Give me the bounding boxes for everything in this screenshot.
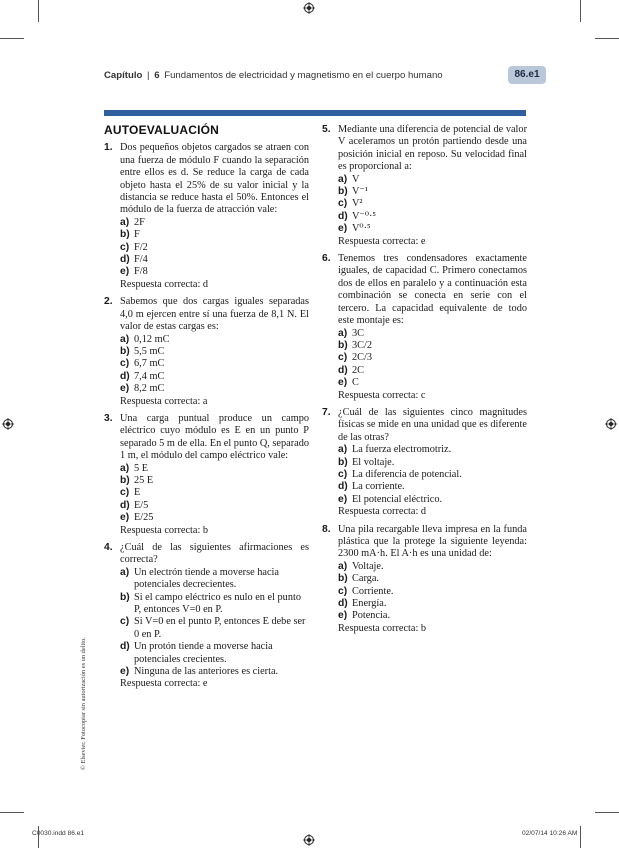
option-item <box>120 254 309 266</box>
option-item <box>338 610 527 622</box>
option-text: Corriente. <box>352 585 394 597</box>
question-line <box>322 524 527 561</box>
option-text: 25 E <box>134 474 154 486</box>
option-item <box>120 383 309 395</box>
print-timestamp: 02/07/14 10:26 AM <box>522 830 578 837</box>
option-text: 3C <box>352 327 365 339</box>
option-item <box>338 340 527 352</box>
option-text: 2C/3 <box>352 352 373 364</box>
option-item <box>338 586 527 598</box>
option-item <box>120 371 309 383</box>
question <box>322 124 527 248</box>
option-label: a) <box>120 566 130 578</box>
option-text: V⁰·⁵ <box>352 223 371 235</box>
option-text: F <box>134 229 140 241</box>
option-item <box>338 328 527 340</box>
option-item <box>338 174 527 186</box>
option-label: b) <box>120 591 130 603</box>
option-text: E/5 <box>134 499 149 511</box>
option-label: c) <box>338 352 348 364</box>
question-text: Tenemos tres condensadores exactamente iguales, de capacidad C. Primero conectamos dos de ellos en paralelo y a continuación esta combinación se conecta en serie con el tercero. La capacidad equivalente de todo este montaje es: <box>338 253 527 327</box>
correct-answer: Respuesta correcta: a <box>120 395 208 407</box>
option-list <box>120 567 309 679</box>
option-text: Un protón tiende a moverse hacia potenciales crecientes. <box>134 641 273 665</box>
option-item <box>338 598 527 610</box>
option-text: 3C/2 <box>352 339 373 351</box>
option-text: 2C <box>352 364 365 376</box>
correct-answer: Respuesta correcta: d <box>338 506 427 518</box>
copyright-side-note: © Elsevier. Fotocopiar sin autorización es un delito. <box>80 637 87 770</box>
option-label: d) <box>120 254 130 266</box>
option-label: d) <box>338 210 348 222</box>
crop-mark <box>595 38 619 39</box>
option-item <box>120 463 309 475</box>
option-item <box>120 217 309 229</box>
option-text: La diferencia de potencial. <box>352 468 462 480</box>
crop-mark <box>0 38 24 39</box>
question-text: Una pila recargable lleva impresa en la funda plástica que la protege la siguiente leyenda: 2300 mA·h. El A·h es una unidad de: <box>338 523 527 560</box>
option-text: 6,7 mC <box>134 358 165 370</box>
question-number: 6. <box>322 253 331 265</box>
option-label: d) <box>338 598 348 610</box>
option-text: V² <box>352 198 363 210</box>
option-item <box>120 229 309 241</box>
option-label: e) <box>338 610 348 622</box>
column-left <box>104 124 309 696</box>
option-item <box>120 475 309 487</box>
option-item <box>120 346 309 358</box>
option-label: c) <box>338 468 348 480</box>
crop-mark <box>580 0 581 22</box>
option-label: e) <box>338 377 348 389</box>
option-item <box>120 616 309 641</box>
option-label: b) <box>338 456 348 468</box>
crop-mark <box>0 812 24 813</box>
question <box>104 296 309 408</box>
option-text: E/25 <box>134 512 154 524</box>
option-text: Ninguna de las anteriores es cierta. <box>134 666 279 678</box>
option-item <box>120 567 309 592</box>
option-item <box>338 377 527 389</box>
option-text: E <box>134 487 141 499</box>
option-label: a) <box>338 444 348 456</box>
question-line <box>322 407 527 444</box>
option-item <box>120 512 309 524</box>
option-label: e) <box>120 266 130 278</box>
option-item <box>120 500 309 512</box>
option-item <box>338 481 527 493</box>
chapter-title: Fundamentos de electricidad y magnetismo en el cuerpo humano <box>164 70 443 81</box>
question-number: 7. <box>322 406 331 418</box>
option-list <box>338 328 527 390</box>
option-label: c) <box>338 198 348 210</box>
option-label: b) <box>338 339 348 351</box>
option-list <box>120 217 309 279</box>
file-slug: C0030.indd 86.e1 <box>32 830 85 837</box>
option-item <box>338 211 527 223</box>
question-text: ¿Cuál de las siguientes cinco magnitudes físicas se mide en una unidad que es diferente de las otras? <box>338 406 527 443</box>
question-line <box>104 413 309 463</box>
option-item <box>120 266 309 278</box>
option-item <box>120 358 309 370</box>
option-item <box>338 198 527 210</box>
question-number: 8. <box>322 523 331 535</box>
option-label: a) <box>338 560 348 572</box>
question-number: 2. <box>104 296 113 308</box>
option-text: V⁻¹ <box>352 186 368 198</box>
option-text: La corriente. <box>352 481 405 493</box>
option-label: d) <box>338 481 348 493</box>
running-header <box>104 70 544 86</box>
question-line <box>104 542 309 567</box>
question-number: 5. <box>322 124 331 135</box>
registration-mark-icon <box>303 2 315 14</box>
option-label: b) <box>338 573 348 585</box>
question <box>104 542 309 691</box>
option-label: c) <box>120 487 130 499</box>
question-text: ¿Cuál de las siguientes afirmaciones es correcta? <box>120 542 309 566</box>
option-label: e) <box>120 512 130 524</box>
option-label: b) <box>120 229 130 241</box>
option-list <box>338 174 527 236</box>
crop-mark <box>38 0 39 22</box>
option-item <box>338 457 527 469</box>
option-text: C <box>352 377 359 389</box>
registration-mark-icon <box>605 418 617 430</box>
option-text: F/8 <box>134 266 148 278</box>
option-text: La fuerza electromotriz. <box>352 444 452 456</box>
option-label: a) <box>120 462 130 474</box>
chapter-number: 6 <box>154 70 160 81</box>
option-item <box>338 444 527 456</box>
correct-answer: Respuesta correcta: b <box>338 622 427 634</box>
option-text: Energía. <box>352 598 387 610</box>
option-text: Un electrón tiende a moverse hacia potenciales decrecientes. <box>134 566 279 591</box>
question-line <box>104 142 309 216</box>
header-separator: | <box>147 70 150 81</box>
question-line <box>322 253 527 327</box>
chapter-label: Capítulo <box>104 70 143 81</box>
option-item <box>120 641 309 666</box>
option-label: c) <box>120 358 130 370</box>
option-text: 2F <box>134 216 145 228</box>
question-text: Sabemos que dos cargas iguales separadas 4,0 m ejercen entre sí una fuerza de 8,1 N. El valor de estas cargas es: <box>120 296 309 333</box>
option-text: El potencial eléctrico. <box>352 493 443 505</box>
correct-answer: Respuesta correcta: e <box>120 678 208 690</box>
registration-mark-icon <box>2 418 14 430</box>
column-right <box>322 124 527 640</box>
option-item <box>120 334 309 346</box>
option-label: e) <box>120 666 130 678</box>
option-item <box>338 561 527 573</box>
option-item <box>338 352 527 364</box>
option-label: a) <box>338 327 348 339</box>
option-label: d) <box>120 499 130 511</box>
question-text: Mediante una diferencia de potencial de valor V aceleramos un protón partiendo desde una posición inicial en reposo. Su velocidad final es proporcional a: <box>338 124 527 173</box>
question-number: 4. <box>104 542 113 553</box>
option-label: b) <box>120 345 130 357</box>
correct-answer: Respuesta correcta: b <box>120 524 209 536</box>
question <box>322 524 527 636</box>
page-number-badge: 86.e1 <box>508 66 546 84</box>
crop-mark <box>580 826 581 848</box>
question-number: 3. <box>104 412 113 424</box>
option-text: 7,4 mC <box>134 370 165 382</box>
option-text: Si el campo eléctrico es nulo en el punto P, entonces V=0 en P. <box>134 591 301 616</box>
option-text: 0,12 mC <box>134 333 170 345</box>
option-text: F/4 <box>134 254 148 266</box>
option-item <box>338 469 527 481</box>
question-line <box>104 296 309 333</box>
option-label: d) <box>120 641 130 653</box>
option-item <box>338 186 527 198</box>
option-text: 5 E <box>134 462 149 474</box>
option-text: 5,5 mC <box>134 345 165 357</box>
question <box>322 253 527 402</box>
option-label: a) <box>120 216 130 228</box>
option-label: d) <box>120 370 130 382</box>
option-list <box>338 561 527 623</box>
correct-answer: Respuesta correcta: c <box>338 389 426 401</box>
question-number: 1. <box>104 142 113 154</box>
option-label: a) <box>338 173 348 185</box>
option-text: V⁻⁰·⁵ <box>352 210 377 222</box>
header-accent-bar <box>104 110 526 116</box>
option-item <box>338 494 527 506</box>
option-label: d) <box>338 364 348 376</box>
option-text: El voltaje. <box>352 456 395 468</box>
option-label: c) <box>120 241 130 253</box>
question-line <box>322 124 527 174</box>
option-label: c) <box>338 585 348 597</box>
correct-answer: Respuesta correcta: d <box>120 278 209 290</box>
option-label: e) <box>338 223 348 235</box>
registration-mark-icon <box>303 834 315 846</box>
option-text: Potencia. <box>352 610 391 622</box>
option-item <box>338 223 527 235</box>
option-label: b) <box>338 186 348 198</box>
option-text: Si V=0 en el punto P, entonces E debe ser 0 en P. <box>134 616 306 640</box>
option-label: e) <box>338 493 348 505</box>
question-text: Dos pequeños objetos cargados se atraen con una fuerza de módulo F cuando la separación entre ellos es d. Se reduce la carga de cada objeto hasta el 25% de su valor inicial y la distancia se reduce hasta el 50%. Entonces el módulo de la fuerza de atracción vale: <box>120 142 309 216</box>
option-item <box>120 666 309 678</box>
question-text: Una carga puntual produce un campo eléctrico cuyo módulo es E en un punto P separado 5 m de ella. En el punto Q, separado 1 m, el módulo del campo eléctrico vale: <box>120 412 309 462</box>
option-item <box>120 592 309 617</box>
option-list <box>120 334 309 396</box>
option-label: b) <box>120 474 130 486</box>
question <box>104 142 309 291</box>
option-item <box>338 573 527 585</box>
option-text: Voltaje. <box>352 560 384 572</box>
option-label: c) <box>120 616 130 628</box>
option-label: a) <box>120 333 130 345</box>
option-item <box>120 242 309 254</box>
option-text: V <box>352 173 360 185</box>
option-text: 8,2 mC <box>134 383 165 395</box>
question <box>104 413 309 537</box>
crop-mark <box>595 812 619 813</box>
correct-answer: Respuesta correcta: e <box>338 235 426 247</box>
question <box>322 407 527 519</box>
option-label: e) <box>120 383 130 395</box>
section-title: AUTOEVALUACIÓN <box>104 123 220 137</box>
option-text: Carga. <box>352 573 379 585</box>
option-text: F/2 <box>134 241 148 253</box>
option-list <box>338 444 527 506</box>
option-item <box>338 365 527 377</box>
option-list <box>120 463 309 525</box>
option-item <box>120 487 309 499</box>
